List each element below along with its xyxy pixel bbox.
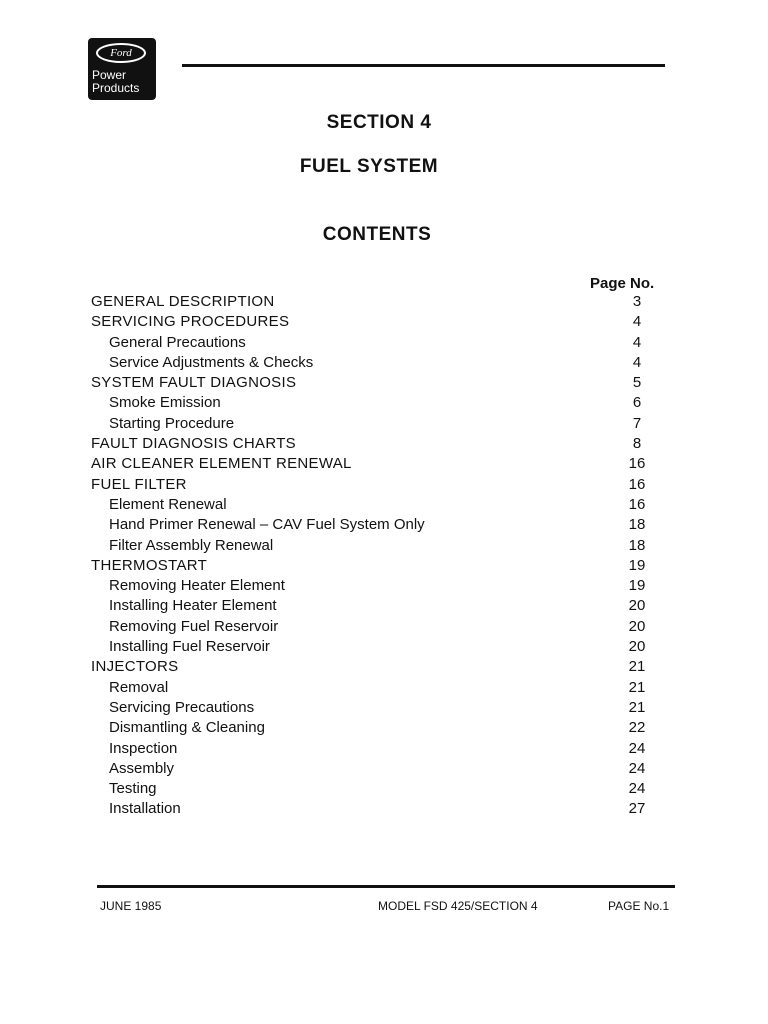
toc-entry-title: GENERAL DESCRIPTION <box>91 293 275 310</box>
toc-entry-page: 20 <box>628 617 646 635</box>
toc-entry <box>0 516 768 536</box>
toc-entry-title: Servicing Precautions <box>109 698 255 716</box>
toc-entry <box>0 780 768 800</box>
toc-entry-title: FUEL FILTER <box>91 475 187 493</box>
toc-entry-page: 19 <box>628 556 646 574</box>
toc-entry-page: 16 <box>628 455 646 473</box>
toc-entry <box>0 537 768 557</box>
toc-entry-title: Hand Primer Renewal – CAV Fuel System Only <box>109 516 425 534</box>
toc-entry <box>0 719 768 739</box>
toc-entry-title: Inspection <box>109 739 178 757</box>
logo-text-products: Products <box>92 81 140 95</box>
toc-entry-title: Assembly <box>109 759 175 777</box>
toc-entry <box>0 435 768 455</box>
toc-entry-page: 3 <box>632 293 642 310</box>
toc-entry <box>0 476 768 496</box>
toc-entry-page: 22 <box>628 719 646 737</box>
toc-entry-page: 4 <box>632 333 642 351</box>
toc-entry <box>0 374 768 394</box>
toc-entry <box>0 618 768 638</box>
toc-entry-title: Removal <box>109 678 169 696</box>
section-number: SECTION 4 <box>326 112 432 133</box>
toc-entry-page: 21 <box>628 678 646 696</box>
logo-text-power: Power <box>92 68 127 82</box>
toc-entry-title: Installing Fuel Reservoir <box>109 638 270 656</box>
toc-entry-page: 24 <box>628 739 646 757</box>
toc-entry <box>0 415 768 435</box>
toc-entry-page: 8 <box>632 435 642 453</box>
toc-entry <box>0 760 768 780</box>
toc-entry-title: General Precautions <box>109 333 246 351</box>
toc-entry-title: SERVICING PROCEDURES <box>91 313 290 331</box>
footer-model: MODEL FSD 425/SECTION 4 <box>378 899 538 913</box>
toc-entry-page: 5 <box>632 374 642 392</box>
toc-entry <box>0 313 768 333</box>
section-title: FUEL SYSTEM <box>299 156 439 177</box>
toc-entry-page: 20 <box>628 597 646 615</box>
toc-entry-title: Smoke Emission <box>109 394 221 412</box>
ford-oval-logo: Ford <box>96 43 146 63</box>
toc-entry-title: INJECTORS <box>91 658 179 676</box>
ford-power-products-logo <box>88 38 156 100</box>
toc-entry-page: 18 <box>628 536 646 554</box>
toc-entry-page: 24 <box>628 759 646 777</box>
toc-entry-page: 27 <box>628 800 646 818</box>
toc-entry-page: 4 <box>632 353 642 371</box>
toc-entry <box>0 455 768 475</box>
toc-entry <box>0 658 768 678</box>
toc-entry <box>0 740 768 760</box>
toc-entry <box>0 354 768 374</box>
toc-entry <box>0 394 768 414</box>
toc-entry <box>0 334 768 354</box>
toc-entry-page: 16 <box>628 475 646 493</box>
toc-entry-page: 20 <box>628 638 646 656</box>
toc-entry-title: Installation <box>109 800 181 818</box>
footer-date: JUNE 1985 <box>100 899 162 913</box>
toc-entry <box>0 577 768 597</box>
toc-entry-page: 7 <box>632 414 642 432</box>
toc-entry-page: 21 <box>628 658 646 676</box>
footer-page-number: PAGE No.1 <box>608 899 670 913</box>
toc-entry-page: 16 <box>628 495 646 513</box>
toc-entry-title: FAULT DIAGNOSIS CHARTS <box>91 435 296 453</box>
toc-entry <box>0 638 768 658</box>
toc-entry-title: Testing <box>109 780 157 798</box>
footer-rule <box>97 885 675 888</box>
toc-entry-title: Installing Heater Element <box>109 597 277 615</box>
toc-entry-title: Element Renewal <box>109 495 227 513</box>
toc-entry-page: 6 <box>632 394 642 412</box>
page-no-column-header: Page No. <box>590 275 655 292</box>
toc-entry <box>0 679 768 699</box>
toc-entry-title: AIR CLEANER ELEMENT RENEWAL <box>91 455 352 473</box>
toc-entry <box>0 597 768 617</box>
toc-entry-page: 19 <box>628 577 646 595</box>
toc-entry-page: 4 <box>632 313 642 331</box>
header-rule <box>182 64 665 67</box>
toc-entry-title: Removing Heater Element <box>109 577 285 595</box>
toc-entry <box>0 699 768 719</box>
toc-entry-title: SYSTEM FAULT DIAGNOSIS <box>91 374 297 392</box>
toc-entry <box>0 293 768 313</box>
toc-entry-page: 21 <box>628 698 646 716</box>
toc-entry-title: Filter Assembly Renewal <box>109 536 274 554</box>
toc-entry-title: Starting Procedure <box>109 414 235 432</box>
table-of-contents <box>0 293 768 821</box>
toc-entry-title: THERMOSTART <box>91 556 208 574</box>
toc-entry <box>0 557 768 577</box>
toc-entry-page: 24 <box>628 780 646 798</box>
toc-entry <box>0 800 768 820</box>
toc-entry-title: Dismantling & Cleaning <box>109 719 265 737</box>
toc-entry-title: Service Adjustments & Checks <box>109 353 314 371</box>
toc-entry-page: 18 <box>628 516 646 534</box>
contents-heading: CONTENTS <box>322 224 432 245</box>
toc-entry <box>0 496 768 516</box>
toc-entry-title: Removing Fuel Reservoir <box>109 617 279 635</box>
